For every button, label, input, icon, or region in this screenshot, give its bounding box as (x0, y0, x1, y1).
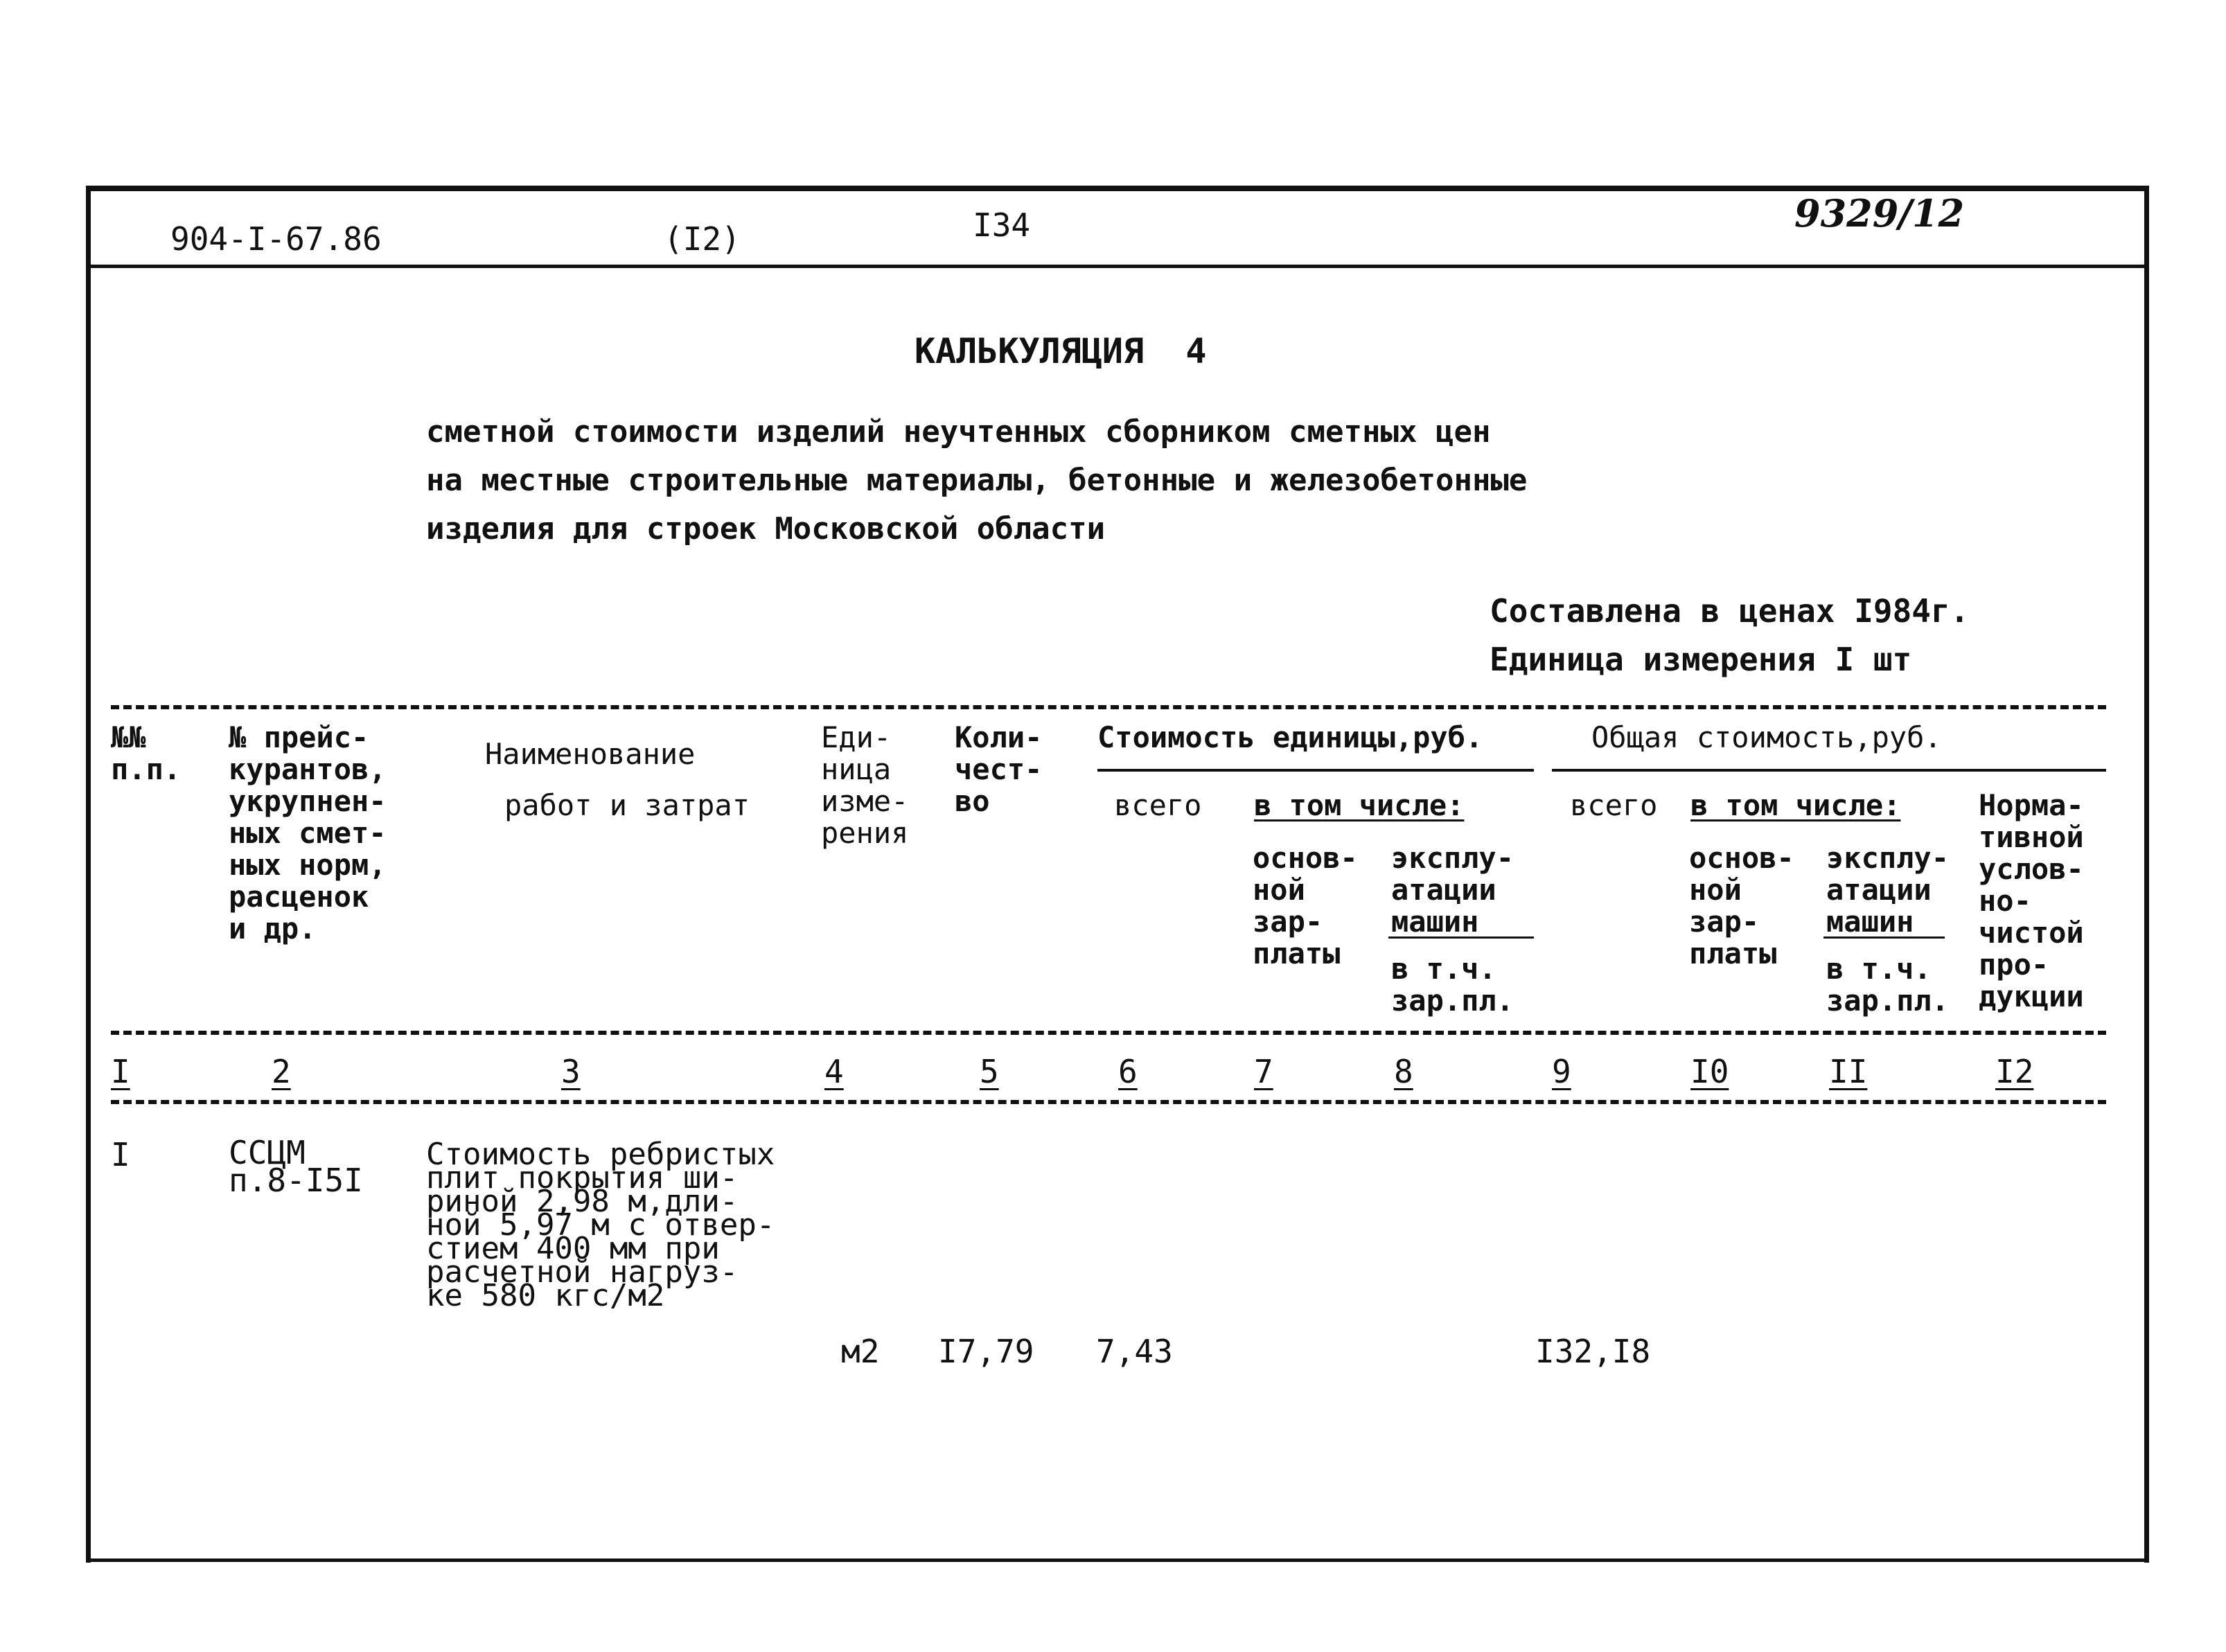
unit-cost-group-header: Стоимость единицы,руб. (1097, 720, 1483, 754)
col-number-8: 8 (1394, 1053, 1413, 1090)
row-pricelist-ref: ССЦМ п.8-I5I (229, 1134, 363, 1199)
total-machine-header: эксплу- атации машин (1826, 841, 1950, 939)
total-base-salary-header: основ- ной зар- платы (1689, 841, 1794, 970)
row-number: I (111, 1136, 130, 1173)
col-header-unit: Еди- ница изме- рения (821, 720, 909, 850)
prices-note: Составлена в ценах I984г. (1490, 592, 1970, 630)
unit-incl-salary-header: в т.ч. зар.пл. (1391, 952, 1514, 1018)
table-top-dashed-rule (111, 705, 2106, 709)
total-incl-header: в том числе: (1690, 788, 1901, 822)
doc-number: 904-I-67.86 (170, 220, 382, 258)
unit-total-header: всего (1114, 788, 1202, 822)
frame-right-border (2144, 186, 2149, 1563)
page-number: I34 (973, 206, 1031, 244)
total-machine-rule (1823, 936, 1945, 939)
col-number-3: 3 (561, 1053, 581, 1090)
subtitle-line-3: изделия для строек Московской области (426, 511, 1106, 547)
col-number-7: 7 (1254, 1053, 1273, 1090)
col-number-10: I0 (1690, 1053, 1729, 1090)
document-title: КАЛЬКУЛЯЦИЯ 4 (915, 331, 1207, 371)
total-cost-group-header: Общая стоимость,руб. (1591, 720, 1942, 754)
col-header-quantity: Коли- чест- во (955, 720, 1043, 818)
col-number-12: I2 (1995, 1053, 2034, 1090)
frame-top-border (87, 186, 2149, 191)
header-bottom-dashed-rule (111, 1031, 2106, 1035)
col-number-6: 6 (1118, 1053, 1138, 1090)
unit-note: Единица измерения I шт (1490, 641, 1912, 678)
col-number-1: I (111, 1053, 130, 1090)
row-total-cost: I32,I8 (1535, 1333, 1651, 1370)
norm-output-header: Норма- тивной услов- но- чистой про- дукции (1979, 788, 2084, 1013)
total-incl-salary-header: в т.ч. зар.пл. (1826, 952, 1950, 1018)
col-number-9: 9 (1552, 1053, 1571, 1090)
col-header-pricelist: № прейс- курантов, укрупнен- ных смет- ных норм, расценок и др. (229, 720, 387, 945)
col-number-2: 2 (272, 1053, 291, 1090)
header-divider (87, 265, 2149, 268)
unit-machine-rule (1388, 936, 1534, 939)
col-header-name-line1: Наименование (485, 737, 696, 771)
frame-left-border (86, 186, 91, 1563)
unit-incl-header: в том числе: (1254, 788, 1465, 822)
inventory-number: 9329/12 (1794, 191, 1965, 236)
col-header-row-number: №№ п.п. (111, 720, 182, 786)
row-unit: м2 (841, 1333, 880, 1370)
total-total-header: всего (1570, 788, 1658, 822)
frame-bottom-border (87, 1558, 2149, 1562)
row-unit-total: 7,43 (1096, 1333, 1173, 1370)
row-work-name: Стоимость ребристых плит покрытия ши- риной 2,98 м,дли- ной 5,97 м с отвер- стием 400 мм при расчетной нагруз- ке 580 кгс/м2 (426, 1137, 775, 1313)
part-number: (I2) (664, 220, 741, 258)
unit-machine-header: эксплу- атации машин (1391, 841, 1514, 939)
col-number-5: 5 (980, 1053, 999, 1090)
column-numbers-dashed-rule (111, 1100, 2106, 1104)
col-number-11: II (1829, 1053, 1868, 1090)
subtitle-line-1: сметной стоимости изделий неучтенных сборником сметных цен (426, 414, 1491, 450)
unit-base-salary-header: основ- ной зар- платы (1253, 841, 1358, 970)
row-quantity: I7,79 (938, 1333, 1034, 1370)
subtitle-line-2: на местные строительные материалы, бетонные и железобетонные (426, 463, 1528, 498)
col-header-name-line2: работ и затрат (504, 788, 750, 822)
unit-cost-group-rule (1097, 769, 1534, 772)
total-cost-group-rule (1552, 769, 2106, 772)
col-number-4: 4 (824, 1053, 844, 1090)
